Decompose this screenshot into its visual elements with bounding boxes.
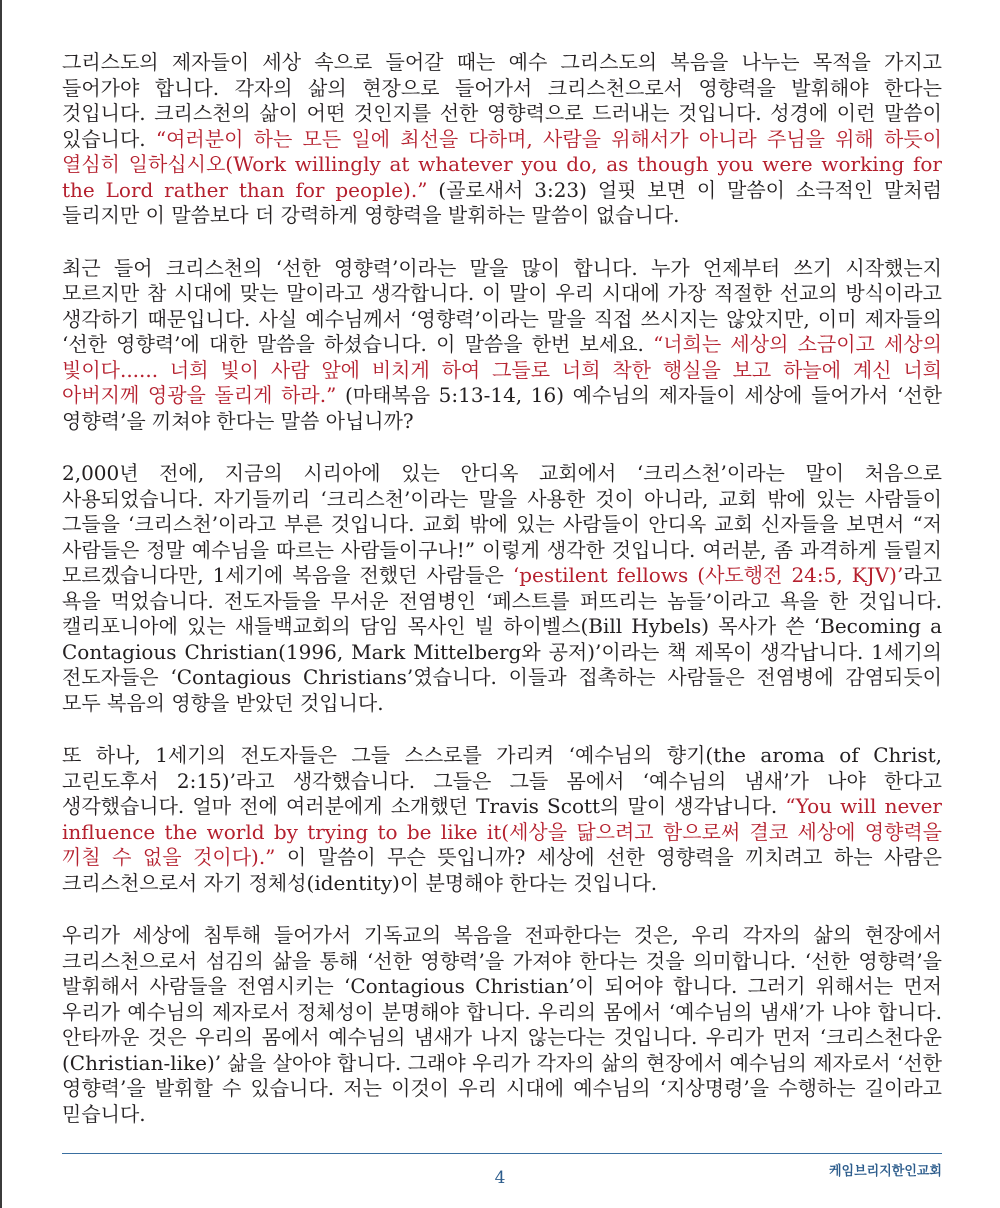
text-segment: 그리스도의 제자들이 세상 속으로 들어갈 때는 예수 그리스도의 복음을 나누는 목적을 가지고 들어가야 합니다. 각자의 삶의 현장으로 들어가서 크리스천으로서 영향력을 발휘해야 한다는 것입니다. 크리스천의 삶이 어떤 것인지를 선한 영향력으로 드러내는 것입니다. 성경에 이런 말씀이 있습니다.: [62, 50, 942, 151]
paragraph-3: [62, 461, 942, 716]
scripture-quote: “You will never influence the world by trying to be like it(세상을 닮으려고 함으로써 결코 세상에 영향력을 끼칠 수 없을 것이다).”: [62, 794, 942, 869]
scripture-quote: ‘pestilent fellows (사도행전 24:5, KJV)’: [512, 563, 904, 587]
paragraph-2: [62, 256, 942, 435]
text-segment: 최근 들어 크리스천의 ‘선한 영향력’이라는 말을 많이 합니다. 누가 언제부터 쓰기 시작했는지 모르지만 참 시대에 맞는 말이라고 생각합니다. 이 말이 우리 시대에 가장 적절한 선교의 방식이라고 생각하기 때문입니다. 사실 예수님께서 ‘영향력’이라는 말을 직접 쓰시지는 않았지만, 이미 제자들의 ‘선한 영향력’에 대한 말씀을 하셨습니다. 이 말씀을 한번 보세요.: [62, 255, 942, 356]
article-body: [62, 50, 942, 1154]
text-segment: 라고 욕을 먹었습니다. 전도자들을 무서운 전염병인 ‘페스트를 퍼뜨리는 놈들’이라고 욕을 한 것입니다. 캘리포니아에 있는 새들백교회의 담임 목사인 빌 하이벨스(Bill Hybels) 목사가 쓴 ‘Becoming a Contagious Christian(1996, Mark Mittelberg와 공저)’이라는 책 제목이 생각납니다. 1세기의 전도자들은 ‘Contagious Christians’였습니다. 이들과 접촉하는 사람들은 전염병에 감염되듯이 모두 복음의 영향을 받았던 것입니다.: [62, 563, 942, 715]
church-name: 케임브리지한인교회: [828, 1164, 942, 1179]
paragraph-5: [62, 923, 942, 1127]
page-number: 4: [494, 1168, 506, 1188]
text-segment: (마태복음 5:13-14, 16) 예수님의 제자들이 세상에 들어가서 ‘선한 영향력’을 끼쳐야 한다는 말씀 아닙니까?: [62, 383, 943, 433]
text-segment: 이 말씀이 무슨 뜻입니까? 세상에 선한 영향력을 끼치려고 하는 사람은 크리스천으로서 자기 정체성(identity)이 분명해야 한다는 것입니다.: [62, 845, 942, 895]
paragraph-1: [62, 50, 942, 229]
paragraph-4: [62, 743, 942, 896]
scripture-quote: “여러분이 하는 모든 일에 최선을 다하며, 사람을 위해서가 아니라 주님을 위해 하듯이 열심히 일하십시오(Work willingly at whatever you do, as though you were working for the Lord rather than for people).”: [62, 126, 942, 202]
footer-divider: [62, 1153, 942, 1154]
text-segment: 우리가 세상에 침투해 들어가서 기독교의 복음을 전파한다는 것은, 우리 각자의 삶의 현장에서 크리스천으로서 섬김의 삶을 통해 ‘선한 영향력’을 가져야 한다는 것을 의미합니다. ‘선한 영향력’을 발휘해서 사람들을 전염시키는 ‘Contagious Christian’이 되어야 합니다. 그러기 위해서는 먼저 우리가 예수님의 제자로서 정체성이 분명해야 합니다. 우리의 몸에서 ‘예수님의 냄새’가 나야 합니다. 안타까운 것은 우리의 몸에서 예수님의 냄새가 나지 않는다는 것입니다. 우리가 먼저 ‘크리스천다운(Christian-like)’ 삶을 살아야 합니다. 그래야 우리가 각자의 삶의 현장에서 예수님의 제자로서 ‘선한 영향력’을 발휘할 수 있습니다. 저는 이것이 우리 시대에 예수님의 ‘지상명령’을 수행하는 길이라고 믿습니다.: [62, 923, 942, 1126]
left-border-rule: [0, 0, 2, 1208]
text-segment: 2,000년 전에, 지금의 시리아에 있는 안디옥 교회에서 ‘크리스천’이라는 말이 처음으로 사용되었습니다. 자기들끼리 ‘크리스천’이라는 말을 사용한 것이 아니라, 교회 밖에 있는 사람들이 그들을 ‘크리스천’이라고 부른 것입니다. 교회 밖에 있는 사람들이 안디옥 교회 신자들을 보면서 “저 사람들은 정말 예수님을 따르는 사람들이구나!” 이렇게 생각한 것입니다. 여러분, 좀 과격하게 들릴지 모르겠습니다만, 1세기에 복음을 전했던 사람들은: [62, 461, 942, 587]
text-segment: 또 하나, 1세기의 전도자들은 그들 스스로를 가리켜 ‘예수님의 향기(the aroma of Christ, 고린도후서 2:15)’라고 생각했습니다. 그들은 그들 몸에서 ‘예수님의 냄새’가 나야 한다고 생각했습니다. 얼마 전에 여러분에게 소개했던 Travis Scott의 말이 생각납니다.: [62, 743, 942, 818]
scripture-quote: “너희는 세상의 소금이고 세상의 빛이다...... 너희 빛이 사람 앞에 비치게 하여 그들로 너희 착한 행실을 보고 하늘에 계신 너희 아버지께 영광을 돌리게 하라.”: [62, 332, 942, 407]
text-segment: (골로새서 3:23) 얼핏 보면 이 말씀이 소극적인 말처럼 들리지만 이 말씀보다 더 강력하게 영향력을 발휘하는 말씀이 없습니다.: [62, 177, 942, 227]
